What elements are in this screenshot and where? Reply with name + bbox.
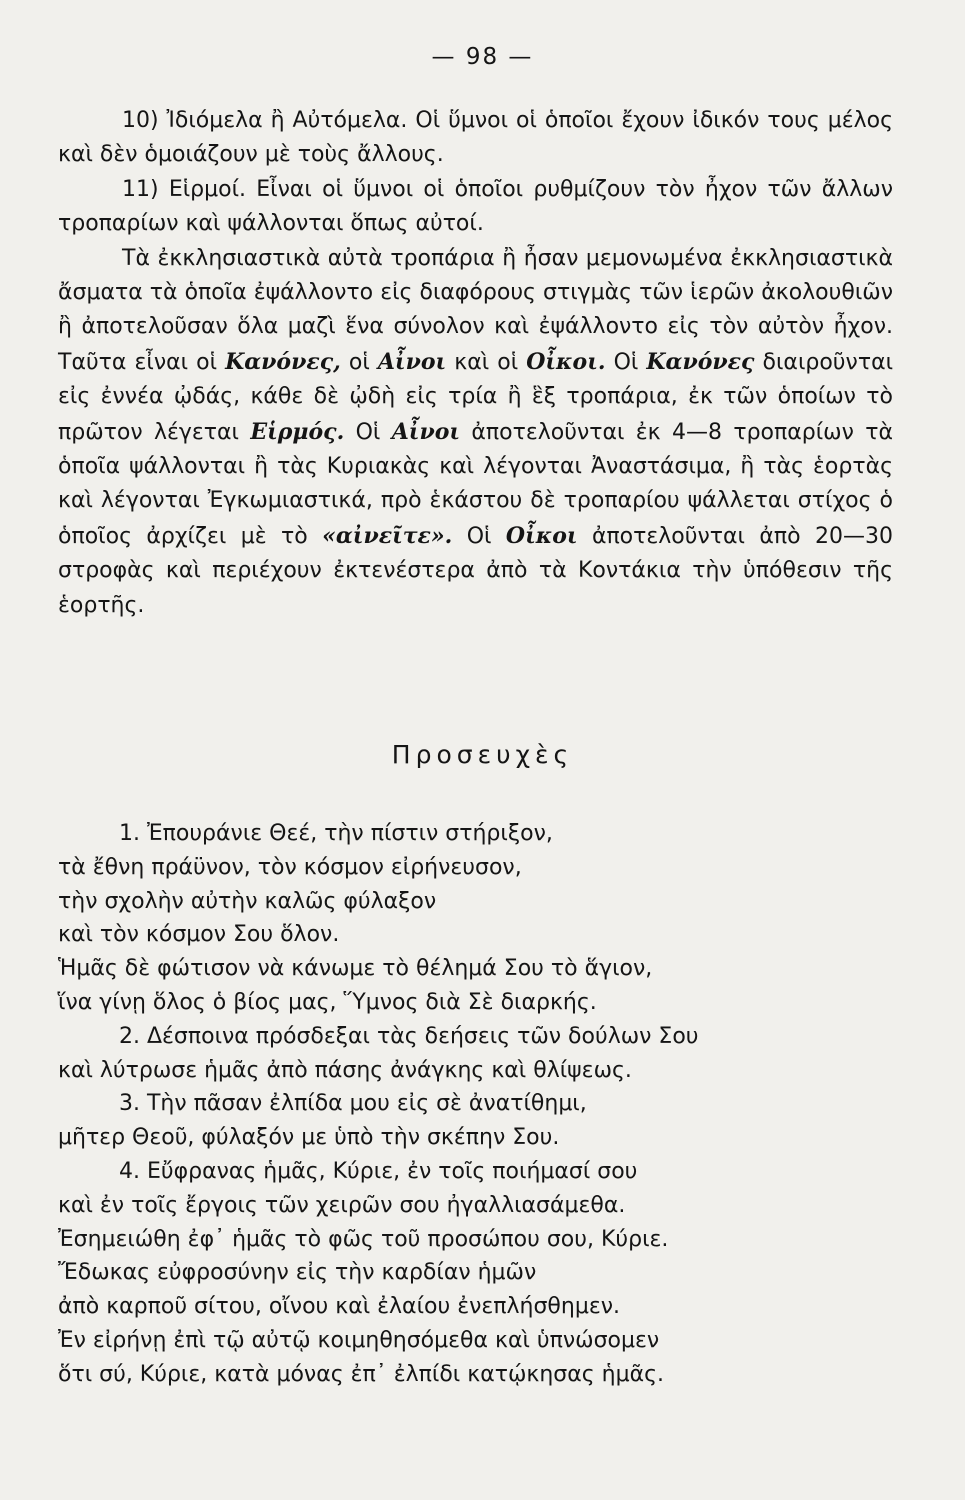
word-oi: οἱ bbox=[348, 349, 370, 375]
prayer-line: ἀπὸ καρποῦ σίτου, οἴνου καὶ ἐλαίου ἐνεπλήσθημεν. bbox=[58, 1294, 620, 1320]
prayer-line: 1. Ἐπουράνιε Θεέ, τὴν πίστιν στήριξον, bbox=[119, 821, 553, 846]
term-oikoi: Οἶκοι. bbox=[526, 348, 606, 375]
prayer-line: Ἐν εἰρήνῃ ἐπὶ τῷ αὐτῷ κοιμηθησόμεθα καὶ ὑπνώσομεν bbox=[58, 1327, 660, 1353]
item-11-text: Εἶναι οἱ ὕμνοι οἱ ὁποῖοι ρυθμίζουν τὸν ἦχον τῶν ἄλλων τροπαρίων καὶ ψάλλονται ὅπως αὐτοί. bbox=[58, 176, 893, 237]
prayer-line: Ἡμᾶς δὲ φώτισον νὰ κάνωμε τὸ θέλημά Σου τὸ ἅγιον, bbox=[58, 956, 653, 982]
item-10-text: Οἱ ὕμνοι οἱ ὁποῖοι ἔχουν ἰδικόν τους μέλος καὶ δὲν ὁμοιάζουν μὲ τοὺς ἄλλους. bbox=[58, 108, 893, 168]
prayer-line: ἵνα γίνῃ ὅλος ὁ βίος μας, Ὕμνος διὰ Σὲ διαρκής. bbox=[58, 989, 597, 1015]
page-number: — 98 — bbox=[431, 44, 534, 70]
word-oi-2: Οἱ bbox=[613, 349, 639, 375]
prayer-line: 3. Τὴν πᾶσαν ἐλπίδα μου εἰς σὲ ἀνατίθημι, bbox=[119, 1091, 587, 1117]
para-b: διαιροῦνται εἰς ἐννέα ᾠδάς, κάθε δὲ ᾠδὴ εἰς τρία ἢ ἓξ τροπάρια, ἐκ τῶν ὁποίων τὸ πρῶτον λέγεται bbox=[58, 349, 894, 445]
prayer-line: 4. Εὔφρανας ἡμᾶς, Κύριε, ἐν τοῖς ποιήμασί σου bbox=[119, 1158, 638, 1184]
hymn-types-paragraph bbox=[58, 242, 893, 623]
prayer-line: τὴν σχολὴν αὐτὴν καλῶς φύλαξον bbox=[58, 888, 437, 914]
prayer-line: μῆτερ Θεοῦ, φύλαξόν με ὑπὸ τὴν σκέπην Σου. bbox=[58, 1125, 560, 1151]
term-oikoi-2: Οἶκοι bbox=[505, 522, 578, 549]
definitions-block bbox=[58, 104, 893, 623]
item-11-label: 11) Εἱρμοί. bbox=[122, 176, 247, 202]
word-oi-3: Οἱ bbox=[355, 419, 381, 445]
term-kanones-2: Κανόνες bbox=[646, 348, 755, 375]
prayer-line: Ἔδωκας εὐφροσύνην εἰς τὴν καρδίαν ἡμῶν bbox=[58, 1260, 537, 1286]
term-kanones: Κανόνες, bbox=[225, 348, 341, 375]
prayer-line: τὰ ἔθνη πράϋνον, τὸν κόσμον εἰρήνευσον, bbox=[58, 854, 522, 880]
prayers-list bbox=[58, 817, 893, 1392]
prayers-heading: Προσευχὲς bbox=[391, 740, 574, 769]
item-10 bbox=[58, 104, 893, 173]
prayer-line: καὶ ἐν τοῖς ἔργοις τῶν χειρῶν σου ἠγαλλιασάμεθα. bbox=[58, 1192, 626, 1218]
term-heirmos: Εἱρμός. bbox=[250, 418, 345, 445]
prayer-line: ὅτι σύ, Κύριε, κατὰ μόνας ἐπ᾽ ἐλπίδι κατῴκησας ἡμᾶς. bbox=[58, 1361, 664, 1387]
prayer-line: καὶ τὸν κόσμον Σου ὅλον. bbox=[58, 922, 340, 948]
prayer-line: καὶ λύτρωσε ἡμᾶς ἀπὸ πάσης ἀνάγκης καὶ θλίψεως. bbox=[58, 1057, 632, 1083]
term-ainoi-2: Αἶνοι bbox=[391, 418, 461, 445]
word-oi-4: Οἱ bbox=[466, 523, 492, 549]
item-11 bbox=[58, 173, 893, 242]
para-d: ἀποτελοῦνται ἀπὸ 20—30 στροφὰς καὶ περιέχουν ἐκτενέστερα ἀπὸ τὰ Κοντάκια τὴν ὑπόθεσιν τῆς ἑορτῆς. bbox=[58, 523, 893, 618]
term-ainoi: Αἶνοι bbox=[377, 348, 447, 375]
term-ainete: «αἰνεῖτε». bbox=[322, 522, 453, 549]
prayer-line: 2. Δέσποινα πρόσδεξαι τὰς δεήσεις τῶν δούλων Σου bbox=[119, 1023, 699, 1049]
para-c: ἀποτελοῦνται ἐκ 4—8 τροπαρίων τὰ ὁποῖα ψάλλονται ἢ τὰς Κυριακὰς καὶ λέγονται Ἀναστάσιμα, ἢ τὰς ἑορτὰς καὶ λέγονται Ἐγκωμιαστικά, πρὸ ἑκάστου δὲ τροπαρίου ψάλλεται στίχος ὁ ὁποῖος ἀρχίζει μὲ τὸ bbox=[58, 419, 893, 549]
prayer-line: Ἐσημειώθη ἐφ᾽ ἡμᾶς τὸ φῶς τοῦ προσώπου σου, Κύριε. bbox=[58, 1226, 669, 1252]
word-kai-oi: καὶ οἱ bbox=[454, 349, 519, 375]
para-a: Τὰ ἐκκλησιαστικὰ αὐτὰ τροπάρια ἢ ἦσαν μεμονωμένα ἐκκλησιαστικὰ ἄσματα τὰ ὁποῖα ἐψάλλοντο εἰς διαφόρους στιγμὰς τῶν ἱερῶν ἀκολουθιῶν ἢ ἀποτελοῦσαν ὅλα μαζὶ ἕνα σύνολον καὶ ἐψάλλοντο εἰς τὸν αὐτὸν ἦχον. Ταῦτα εἶναι οἱ bbox=[58, 245, 893, 375]
item-10-label: 10) Ἰδιόμελα ἢ Αὐτόμελα. bbox=[122, 108, 408, 133]
